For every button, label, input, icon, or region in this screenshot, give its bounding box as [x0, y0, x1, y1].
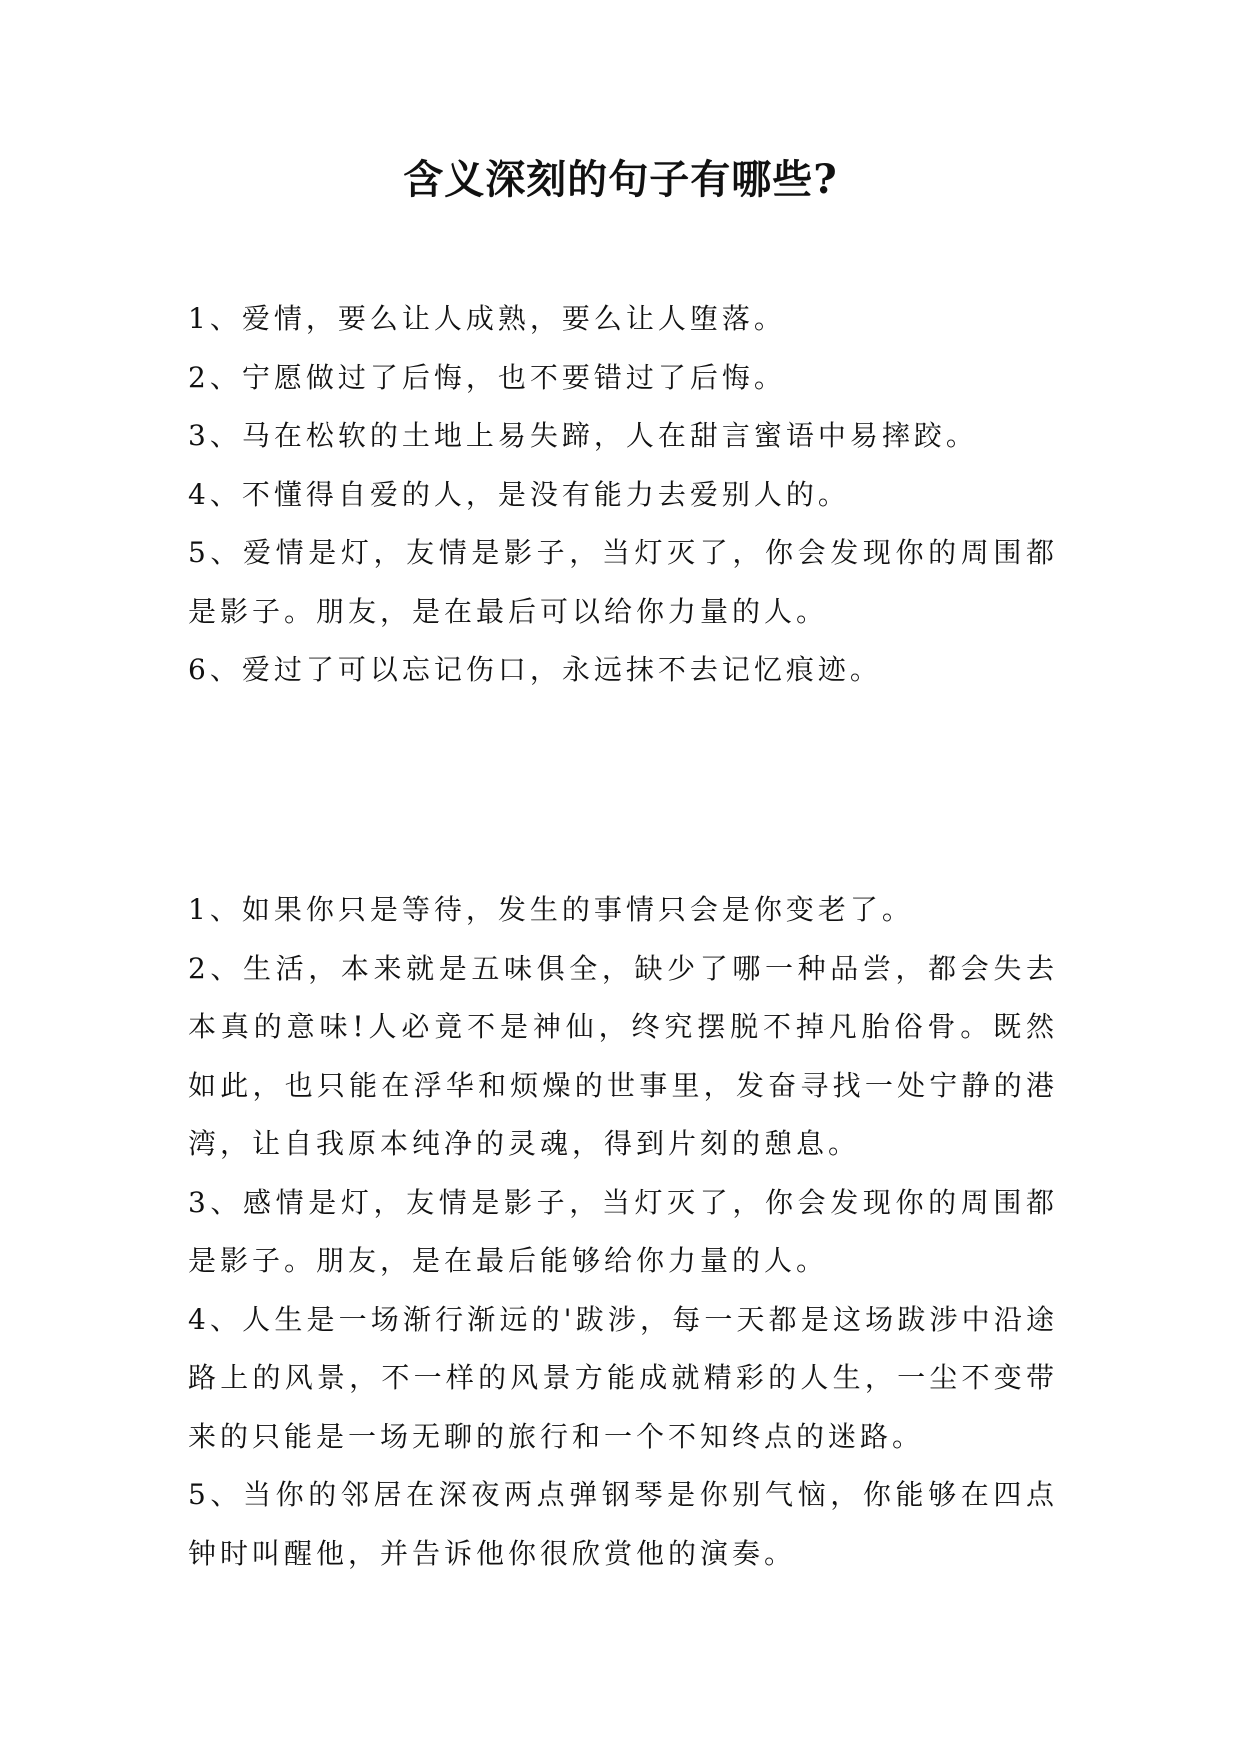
- list-item: 6、爱过了可以忘记伤口，永远抹不去记忆痕迹。: [188, 653, 882, 686]
- list-item: 2、宁愿做过了后悔，也不要错过了后悔。: [188, 360, 786, 394]
- quote-list-first: [188, 290, 1058, 700]
- page-title: 含义深刻的句子有哪些?: [403, 156, 838, 203]
- list-item: 3、感情是灯，友情是影子，当灯灭了，你会发现你的周围都是影子。朋友，是在最后能够给你力量的人。: [188, 1185, 1058, 1277]
- list-item: 1、爱情，要么让人成熟，要么让人堕落。: [188, 302, 786, 335]
- list-item: 3、马在松软的土地上易失蹄，人在甜言蜜语中易摔跤。: [188, 419, 978, 452]
- list-item: 5、爱情是灯，友情是影子，当灯灭了，你会发现你的周围都是影子。朋友，是在最后可以给你力量的人。: [188, 536, 1058, 628]
- list-item: 5、当你的邻居在深夜两点弹钢琴是你别气恼，你能够在四点钟时叫醒他，并告诉他你很欣赏他的演奏。: [188, 1478, 1058, 1570]
- list-item: 4、不懂得自爱的人，是没有能力去爱别人的。: [188, 477, 850, 511]
- quote-list-second: [188, 881, 1058, 1583]
- list-item: 1、如果你只是等待，发生的事情只会是你变老了。: [188, 893, 914, 926]
- list-item: 4、人生是一场渐行渐远的'跋涉，每一天都是这场跋涉中沿途路上的风景，不一样的风景方能成就精彩的人生，一尘不变带来的只能是一场无聊的旅行和一个不知终点的迷路。: [188, 1302, 1058, 1453]
- list-item: 2、生活，本来就是五味俱全，缺少了哪一种品尝，都会失去本真的意味!人必竟不是神仙，终究摆脱不掉凡胎俗骨。既然如此，也只能在浮华和烦燥的世事里，发奋寻找一处宁静的港湾，让自我原本纯净的灵魂，得到片刻的憩息。: [188, 951, 1058, 1160]
